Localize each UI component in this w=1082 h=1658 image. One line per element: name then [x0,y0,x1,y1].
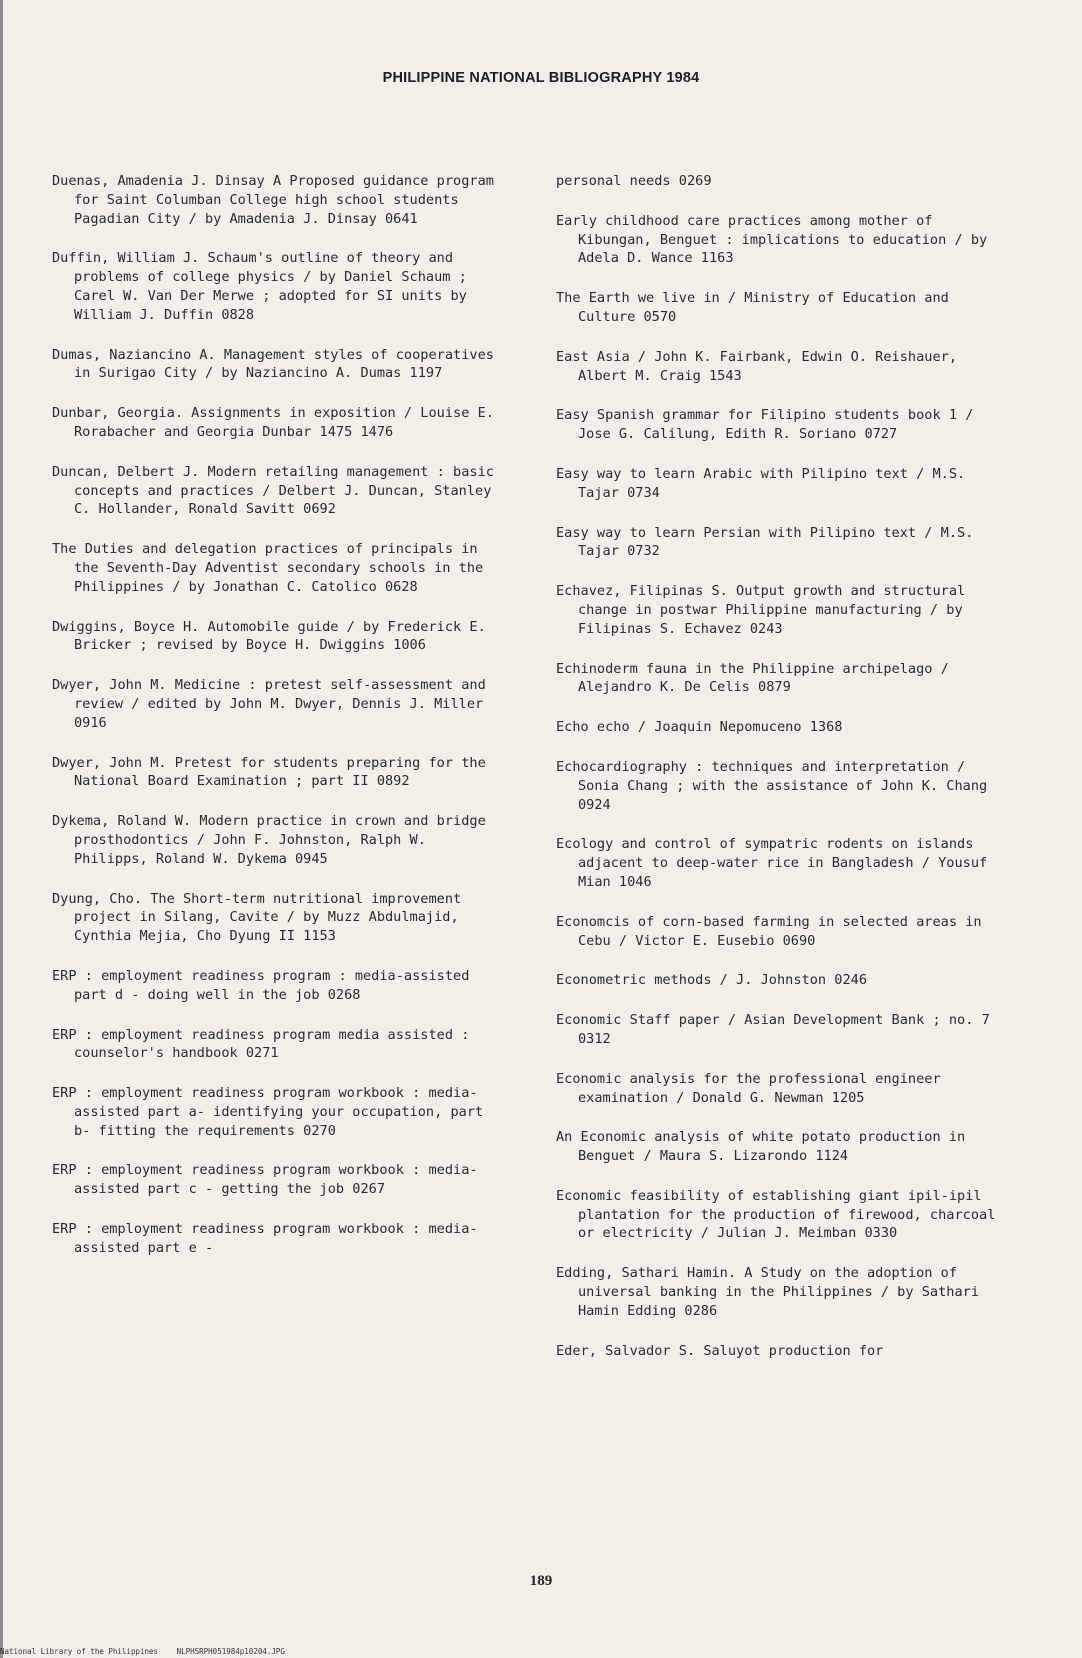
scan-footer [0,1647,299,1656]
bibliography-entry: The Duties and delegation practices of principals in the Seventh-Day Adventist secondary schools in the Philippines / by Jonathan C. Catolico 0628 [52,541,484,595]
bibliography-entry: An Economic analysis of white potato production in Benguet / Maura S. Lizarondo 1124 [556,1129,966,1165]
bibliography-entry: Dunbar, Georgia. Assignments in exposition / Louise E. Rorabacher and Georgia Dunbar 1475 1476 [52,405,494,440]
bibliography-entry: Dwiggins, Boyce H. Automobile guide / by Frederick E. Bricker ; revised by Boyce H. Dwiggins 1006 [52,618,486,654]
bibliography-entry: Eder, Salvador S. Saluyot production for [556,1342,884,1359]
page-number: 189 [529,1573,553,1589]
bibliography-entry: Duffin, William J. Schaum's outline of theory and problems of college physics / by Daniel Schaum ; Carel W. Van Der Merwe ; adopted for SI units by William J. Duffin 0828 [52,250,467,323]
bibliography-entry: Dykema, Roland W. Modern practice in crown and bridge prosthodontics / John F. Johnston, Ralph W. Philipps, Roland W. Dykema 0945 [52,813,486,867]
bibliography-entry: Economcis of corn-based farming in selected areas in Cebu / Victor E. Eusebio 0690 [556,913,982,949]
bibliography-entry: Easy way to learn Arabic with Pilipino text / M.S. Tajar 0734 [556,465,966,501]
file-id: NLPHSRPH051984p10204.JPG [176,1647,285,1656]
bibliography-entry: Dwyer, John M. Pretest for students preparing for the National Board Examination ; part II 0892 [52,754,486,790]
bibliography-entry: Echocardiography : techniques and interpretation / Sonia Chang ; with the assistance of John K. Chang 0924 [556,758,988,813]
bibliography-entry: Duenas, Amadenia J. Dinsay A Proposed guidance program for Saint Columban College high school students Pagadian City / by Amadenia J. Dinsay 0641 [52,173,494,227]
bibliography-entry: Echavez, Filipinas S. Output growth and structural change in postwar Philippine manufacturing / by Filipinas S. Echavez 0243 [556,583,966,637]
bibliography-entry: ERP : employment readiness program workbook : media-assisted part a- identifying your occupation, part b- fitting the requirements 0270 [52,1085,484,1139]
bibliography-entry: Dyung, Cho. The Short-term nutritional improvement project in Silang, Cavite / by Muzz Abdulmajid, Cynthia Mejia, Cho Dyung II 1153 [52,890,462,945]
bibliography-entry: Economic feasibility of establishing giant ipil-ipil plantation for the production of firewood, charcoal or electricity / Julian J. Meimban 0330 [556,1187,996,1242]
bibliography-entry: ERP : employment readiness program workbook : media-assisted part c - getting the job 0267 [52,1162,478,1198]
bibliography-entry: Dwyer, John M. Medicine : pretest self-assessment and review / edited by John M. Dwyer, Dennis J. Miller 0916 [52,677,486,731]
bibliography-entry: Economic analysis for the professional engineer examination / Donald G. Newman 1205 [556,1070,941,1106]
right-column [556,172,1011,1381]
page-title: PHILIPPINE NATIONAL BIBLIOGRAPHY 1984 [382,70,700,86]
bibliography-entry: ERP : employment readiness program : media-assisted part d - doing well in the job 0268 [52,967,470,1003]
bibliography-entry: Echo echo / Joaquin Nepomuceno 1368 [556,719,843,736]
bibliography-entry: Dumas, Naziancino A. Management styles of cooperatives in Surigao City / by Naziancino A. Dumas 1197 [52,346,494,382]
bibliography-entry: ERP : employment readiness program media assisted : counselor's handbook 0271 [52,1026,470,1062]
bibliography-entry: The Earth we live in / Ministry of Education and Culture 0570 [556,290,949,325]
bibliography-entry: Econometric methods / J. Johnston 0246 [556,972,867,989]
library-credit: National Library of the Philippines [0,1647,159,1656]
left-column [52,172,507,1279]
bibliography-entry: Easy way to learn Persian with Pilipino text / M.S. Tajar 0732 [556,524,974,560]
bibliography-entry: Early childhood care practices among mother of Kibungan, Benguet : implications to education / by Adela D. Wance 1163 [556,212,988,267]
bibliography-entry: ERP : employment readiness program workbook : media-assisted part e - [52,1221,478,1256]
bibliography-entry: Easy Spanish grammar for Filipino students book 1 / Jose G. Calilung, Edith R. Soriano 0727 [556,407,974,443]
bibliography-entry: Edding, Sathari Hamin. A Study on the adoption of universal banking in the Philippines / by Sathari Hamin Edding 0286 [556,1265,980,1319]
page-edge [0,0,3,1658]
bibliography-entry: personal needs 0269 [556,173,712,189]
bibliography-entry: Duncan, Delbert J. Modern retailing management : basic concepts and practices / Delbert J. Duncan, Stanley C. Hollander, Ronald Savitt 0692 [52,463,494,518]
bibliography-entry: Echinoderm fauna in the Philippine archipelago / Alejandro K. De Celis 0879 [556,660,949,696]
bibliography-entry: Economic Staff paper / Asian Development Bank ; no. 7 0312 [556,1012,990,1047]
bibliography-entry: East Asia / John K. Fairbank, Edwin O. Reishauer, Albert M. Craig 1543 [556,348,958,384]
bibliography-entry: Ecology and control of sympatric rodents on islands adjacent to deep-water rice in Bangladesh / Yousuf Mian 1046 [556,836,988,890]
